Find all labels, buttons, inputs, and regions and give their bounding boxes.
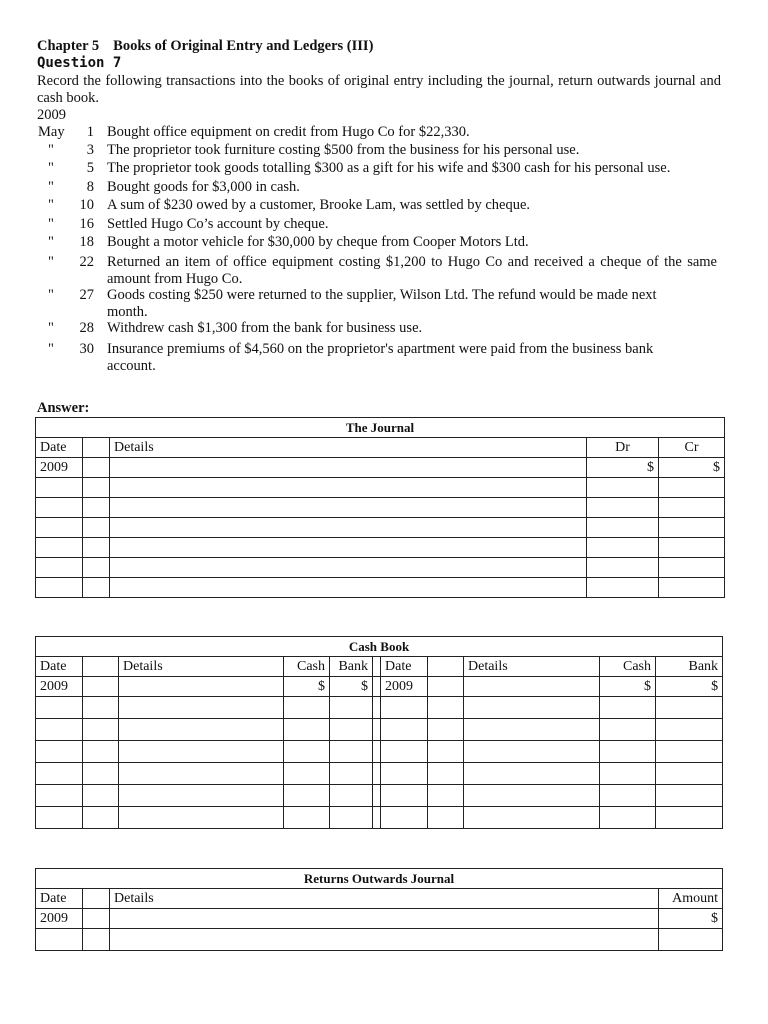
transaction-day: 22 xyxy=(79,254,94,270)
journal-details-header: Details xyxy=(110,438,587,458)
cash-book-currency: $ xyxy=(284,677,330,697)
cash-book-currency: $ xyxy=(600,677,656,697)
transaction-month: " xyxy=(48,216,54,232)
chapter-number: Chapter 5 xyxy=(37,38,100,54)
transaction-day: 5 xyxy=(86,160,94,176)
transaction-day: 30 xyxy=(79,341,94,357)
cash-book-cash-header: Cash xyxy=(600,657,656,677)
cash-book-details-header: Details xyxy=(464,657,600,677)
cash-book-title: Cash Book xyxy=(36,637,723,657)
cash-book-bank-header: Bank xyxy=(330,657,373,677)
transaction-text: The proprietor took furniture costing $500 from the business for his personal use. xyxy=(107,142,580,158)
transaction-text: A sum of $230 owed by a customer, Brooke Lam, was settled by cheque. xyxy=(107,197,531,213)
transaction-text: Bought office equipment on credit from Hugo Co for $22,330. xyxy=(107,124,470,140)
journal-date-header: Date xyxy=(36,438,83,458)
cash-book-row xyxy=(36,697,723,719)
transaction-text: Settled Hugo Co’s account by cheque. xyxy=(107,216,329,232)
cash-book-row xyxy=(36,719,723,741)
transaction-month: " xyxy=(48,254,54,270)
transaction-day: 1 xyxy=(86,124,94,140)
transaction-text: Goods costing $250 were returned to the supplier, Wilson Ltd. The refund would be made next month. xyxy=(107,287,657,320)
chapter-heading xyxy=(37,38,373,55)
transaction-day: 8 xyxy=(86,179,94,195)
transaction-month: " xyxy=(48,234,54,250)
journal-dr-header: Dr xyxy=(587,438,659,458)
transaction-month: " xyxy=(48,287,54,303)
cash-book-row xyxy=(36,741,723,763)
returns-year: 2009 xyxy=(36,909,83,929)
transaction-day: 10 xyxy=(79,197,94,213)
returns-currency: $ xyxy=(659,909,723,929)
returns-row xyxy=(36,929,723,951)
returns-amount-header: Amount xyxy=(659,889,723,909)
cash-book-table xyxy=(35,636,723,829)
cash-book-row xyxy=(36,807,723,829)
cash-book-date-header: Date xyxy=(381,657,428,677)
journal-cr-currency: $ xyxy=(659,458,725,478)
journal-title: The Journal xyxy=(36,418,725,438)
journal-table xyxy=(35,417,725,598)
returns-outwards-table xyxy=(35,868,723,951)
returns-outwards-title: Returns Outwards Journal xyxy=(36,869,723,889)
journal-year: 2009 xyxy=(36,458,83,478)
journal-row xyxy=(36,578,725,598)
journal-row xyxy=(36,518,725,538)
cash-book-currency: $ xyxy=(330,677,373,697)
chapter-title: Books of Original Entry and Ledgers (III) xyxy=(113,38,374,54)
transaction-month: " xyxy=(48,160,54,176)
journal-row xyxy=(36,538,725,558)
transaction-day: 18 xyxy=(79,234,94,250)
transaction-month: " xyxy=(48,341,54,357)
returns-date-header: Date xyxy=(36,889,83,909)
transaction-month: " xyxy=(48,142,54,158)
cash-book-year: 2009 xyxy=(381,677,428,697)
cash-book-details-header: Details xyxy=(119,657,284,677)
cash-book-cash-header: Cash xyxy=(284,657,330,677)
transaction-text: Bought goods for $3,000 in cash. xyxy=(107,179,300,195)
transaction-text: Bought a motor vehicle for $30,000 by cheque from Cooper Motors Ltd. xyxy=(107,234,529,250)
transaction-day: 3 xyxy=(86,142,94,158)
transaction-text: The proprietor took goods totalling $300 as a gift for his wife and $300 cash for his personal use. xyxy=(107,160,671,176)
cash-book-currency: $ xyxy=(656,677,723,697)
transactions-year: 2009 xyxy=(37,107,66,123)
journal-row xyxy=(36,498,725,518)
transaction-month: " xyxy=(48,179,54,195)
transaction-month: " xyxy=(48,197,54,213)
cash-book-date-header: Date xyxy=(36,657,83,677)
transaction-day: 16 xyxy=(79,216,94,232)
transaction-text: Insurance premiums of $4,560 on the proprietor's apartment were paid from the business bank account. xyxy=(107,341,654,374)
transaction-text: Returned an item of office equipment costing $1,200 to Hugo Co and received a cheque of the same amount from Hugo Co. xyxy=(107,254,717,287)
transaction-day: 28 xyxy=(79,320,94,336)
journal-row xyxy=(36,558,725,578)
transaction-day: 27 xyxy=(79,287,94,303)
journal-dr-currency: $ xyxy=(587,458,659,478)
transaction-month: May xyxy=(38,124,65,140)
returns-details-header: Details xyxy=(110,889,659,909)
question-heading: Question 7 xyxy=(37,55,122,71)
cash-book-bank-header: Bank xyxy=(656,657,723,677)
cash-book-row xyxy=(36,785,723,807)
question-instructions: Record the following transactions into the books of original entry including the journal, return outwards journal and cash book. xyxy=(37,73,721,106)
cash-book-row xyxy=(36,763,723,785)
transaction-month: " xyxy=(48,320,54,336)
journal-row xyxy=(36,478,725,498)
transaction-text: Withdrew cash $1,300 from the bank for business use. xyxy=(107,320,423,336)
cash-book-year: 2009 xyxy=(36,677,83,697)
journal-cr-header: Cr xyxy=(659,438,725,458)
answer-label: Answer: xyxy=(37,400,90,416)
